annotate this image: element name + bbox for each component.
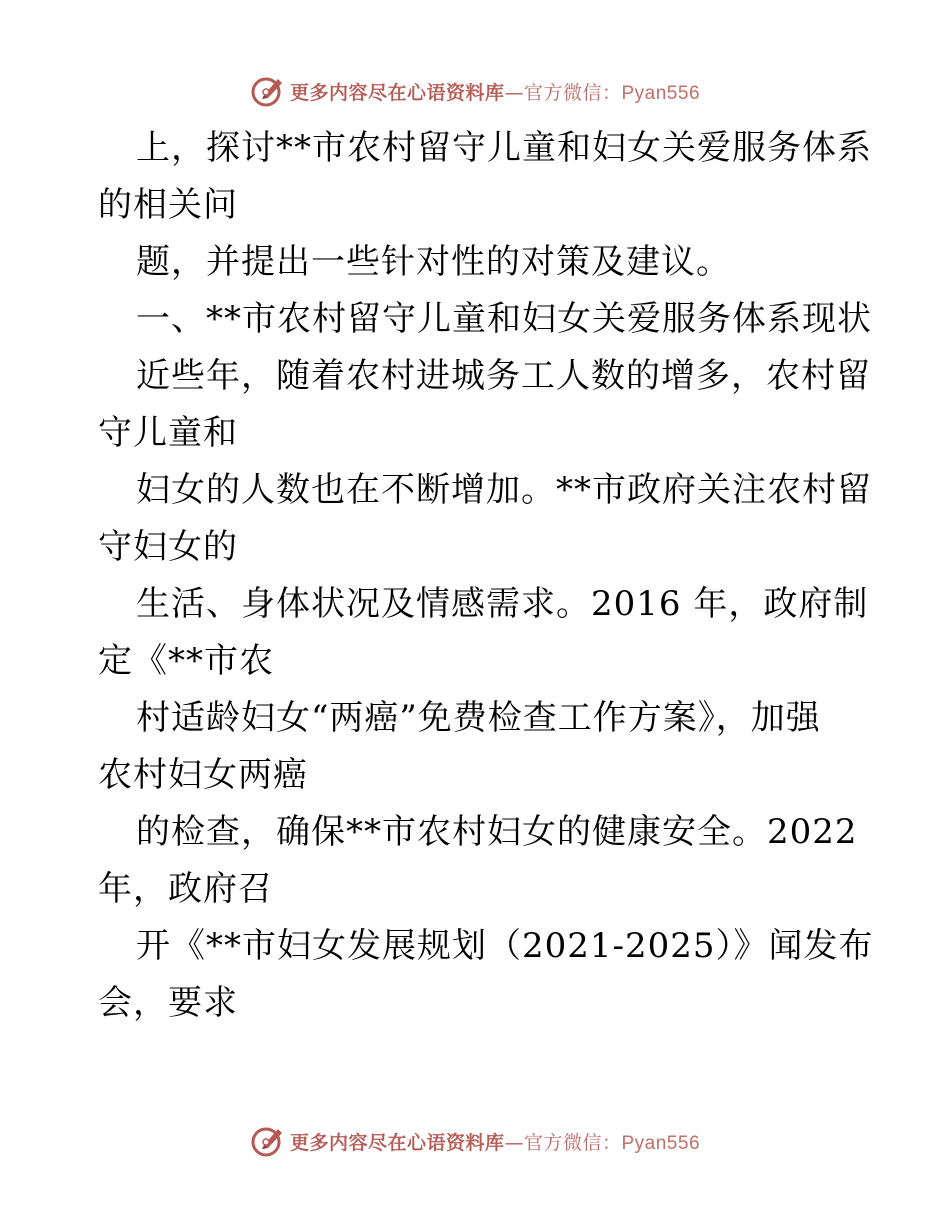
text-line: 妇女的人数也在不断增加。**市政府关注农村留	[136, 470, 872, 510]
pen-nib-circle-icon	[250, 1123, 286, 1159]
text-line: 一、**市农村留守儿童和妇女关爱服务体系现状	[136, 299, 872, 339]
text-line: 守儿童和	[98, 413, 238, 453]
text-line: 的相关问	[98, 185, 238, 225]
text-line: 村适龄妇女“两癌”免费检查工作方案》，加强	[136, 698, 821, 738]
pen-nib-circle-icon	[250, 73, 286, 109]
text-line: 题，并提出一些针对性的对策及建议。	[136, 242, 731, 282]
footer-watermark	[0, 1121, 950, 1161]
text-line: 农村妇女两癌	[98, 755, 308, 795]
text-line: 开《**市妇女发展规划（2021-2025）》闻发布	[136, 926, 874, 966]
text-line: 的检查，确保**市农村妇女的健康安全。2022	[136, 812, 858, 852]
watermark-dash: —	[504, 1131, 524, 1154]
watermark-main: 更多内容尽在心语资料库	[289, 81, 505, 104]
text-line: 上，探讨**市农村留守儿童和妇女关爱服务体系	[136, 128, 872, 168]
watermark-text	[290, 78, 700, 105]
watermark-dash: —	[504, 81, 524, 104]
text-line: 守妇女的	[98, 527, 238, 567]
watermark-sub: 官方微信：	[523, 81, 622, 104]
watermark-text	[290, 1128, 700, 1155]
watermark-id: Pyan556	[621, 82, 701, 104]
text-line: 生活、身体状况及情感需求。2016 年，政府制	[136, 584, 869, 624]
watermark-sub: 官方微信：	[523, 1131, 622, 1154]
watermark-main: 更多内容尽在心语资料库	[289, 1131, 505, 1154]
header-watermark	[0, 71, 950, 111]
text-line: 会，要求	[98, 983, 238, 1023]
body-text	[98, 120, 874, 1032]
text-line: 定《**市农	[98, 641, 274, 681]
watermark-id: Pyan556	[621, 1132, 701, 1154]
text-line: 近些年，随着农村进城务工人数的增多，农村留	[136, 356, 871, 396]
text-line: 年，政府召	[98, 869, 273, 909]
